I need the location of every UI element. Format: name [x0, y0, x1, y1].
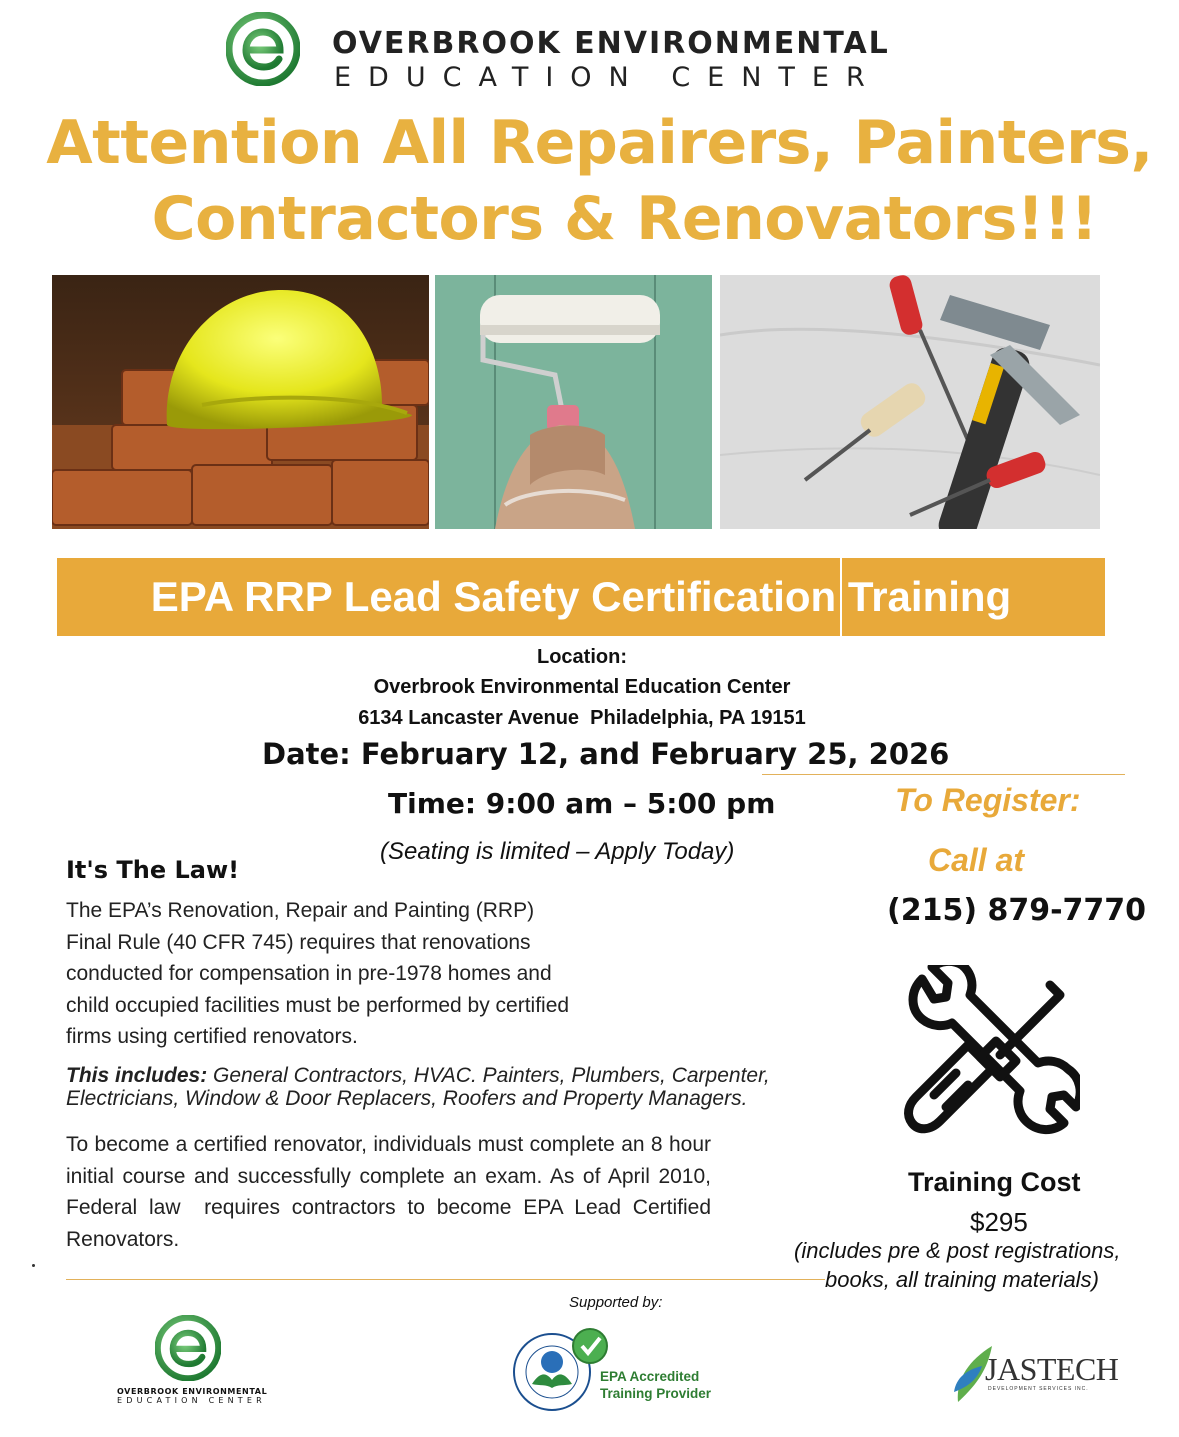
rrp-rule-line: firms using certified renovators.	[66, 1025, 358, 1048]
event-time: Time: 9:00 am – 5:00 pm	[388, 787, 776, 820]
venue-name: Overbrook Environmental Education Center	[373, 676, 791, 698]
epa-accredited-line2: Training Provider	[600, 1386, 712, 1401]
headline-line2: Contractors & Renovators!!!	[151, 184, 1098, 254]
painter-photo	[435, 275, 712, 529]
tools-photo	[720, 275, 1100, 529]
footer-divider	[66, 1279, 825, 1280]
rrp-rule-line: conducted for compensation in pre-1978 homes and	[66, 962, 552, 985]
cost-note-line1: (includes pre & post registrations,	[794, 1238, 1121, 1263]
includes-text: General Contractors, HVAC. Painters, Plumbers, Carpenter, Electricians, Window & Door Replacers, Roofers and Property Managers.	[66, 1064, 770, 1110]
register-heading: To Register:	[895, 782, 1081, 818]
org-name-line1: OVERBROOK ENVIRONMENTAL	[332, 26, 890, 61]
event-date: Date: February 12, and February 25, 2026	[262, 737, 950, 771]
overbrook-logo-icon	[226, 12, 300, 86]
venue-address: 6134 Lancaster Avenue Philadelphia, PA 19151	[358, 707, 806, 729]
headline-line1: Attention All Repairers, Painters,	[46, 108, 1153, 178]
rrp-rule-paragraph	[66, 895, 646, 1053]
includes-label: This includes:	[66, 1064, 208, 1087]
rrp-rule-line: Final Rule (40 CFR 745) requires that renovations	[66, 930, 531, 954]
register-call-label: Call at	[928, 842, 1025, 878]
divider-line	[762, 774, 1125, 775]
footer-org-line2: EDUCATION CENTER	[117, 1396, 266, 1405]
cost-amount: $295	[970, 1207, 1028, 1237]
cost-heading: Training Cost	[908, 1167, 1081, 1197]
location-label: Location:	[537, 646, 627, 668]
stray-dot	[32, 1264, 35, 1267]
hard-hat-photo	[52, 275, 429, 529]
epa-accredited-line1: EPA Accredited	[600, 1369, 700, 1384]
cost-note-line2: books, all training materials)	[825, 1267, 1099, 1292]
org-name-line2: EDUCATION CENTER	[334, 62, 882, 93]
jastech-logo-text: JASTECH	[985, 1351, 1119, 1387]
includes-paragraph	[66, 1064, 866, 1110]
requirement-paragraph: To become a certified renovator, individuals must complete an 8 hour initial course and successfully complete an exam. As of April 2010, Federal law requires contractors to become EPA Lead Certified Renovators.	[66, 1133, 717, 1251]
training-title: EPA RRP Lead Safety Certification Training	[150, 573, 1012, 620]
jastech-subtitle: DEVELOPMENT SERVICES INC.	[988, 1386, 1089, 1392]
rrp-rule-line: The EPA’s Renovation, Repair and Painting (RRP)	[66, 899, 535, 922]
seating-note: (Seating is limited – Apply Today)	[380, 838, 735, 865]
wrench-screwdriver-icon	[900, 965, 1080, 1145]
supported-by-label: Supported by:	[569, 1294, 663, 1311]
phone-number[interactable]: (215) 879-7770	[887, 893, 1147, 928]
law-heading: It's The Law!	[66, 856, 240, 884]
overbrook-footer-logo-icon	[155, 1315, 221, 1381]
rrp-rule-line: child occupied facilities must be performed by certified	[66, 993, 570, 1017]
footer-org-line1: OVERBROOK ENVIRONMENTAL	[117, 1387, 268, 1396]
